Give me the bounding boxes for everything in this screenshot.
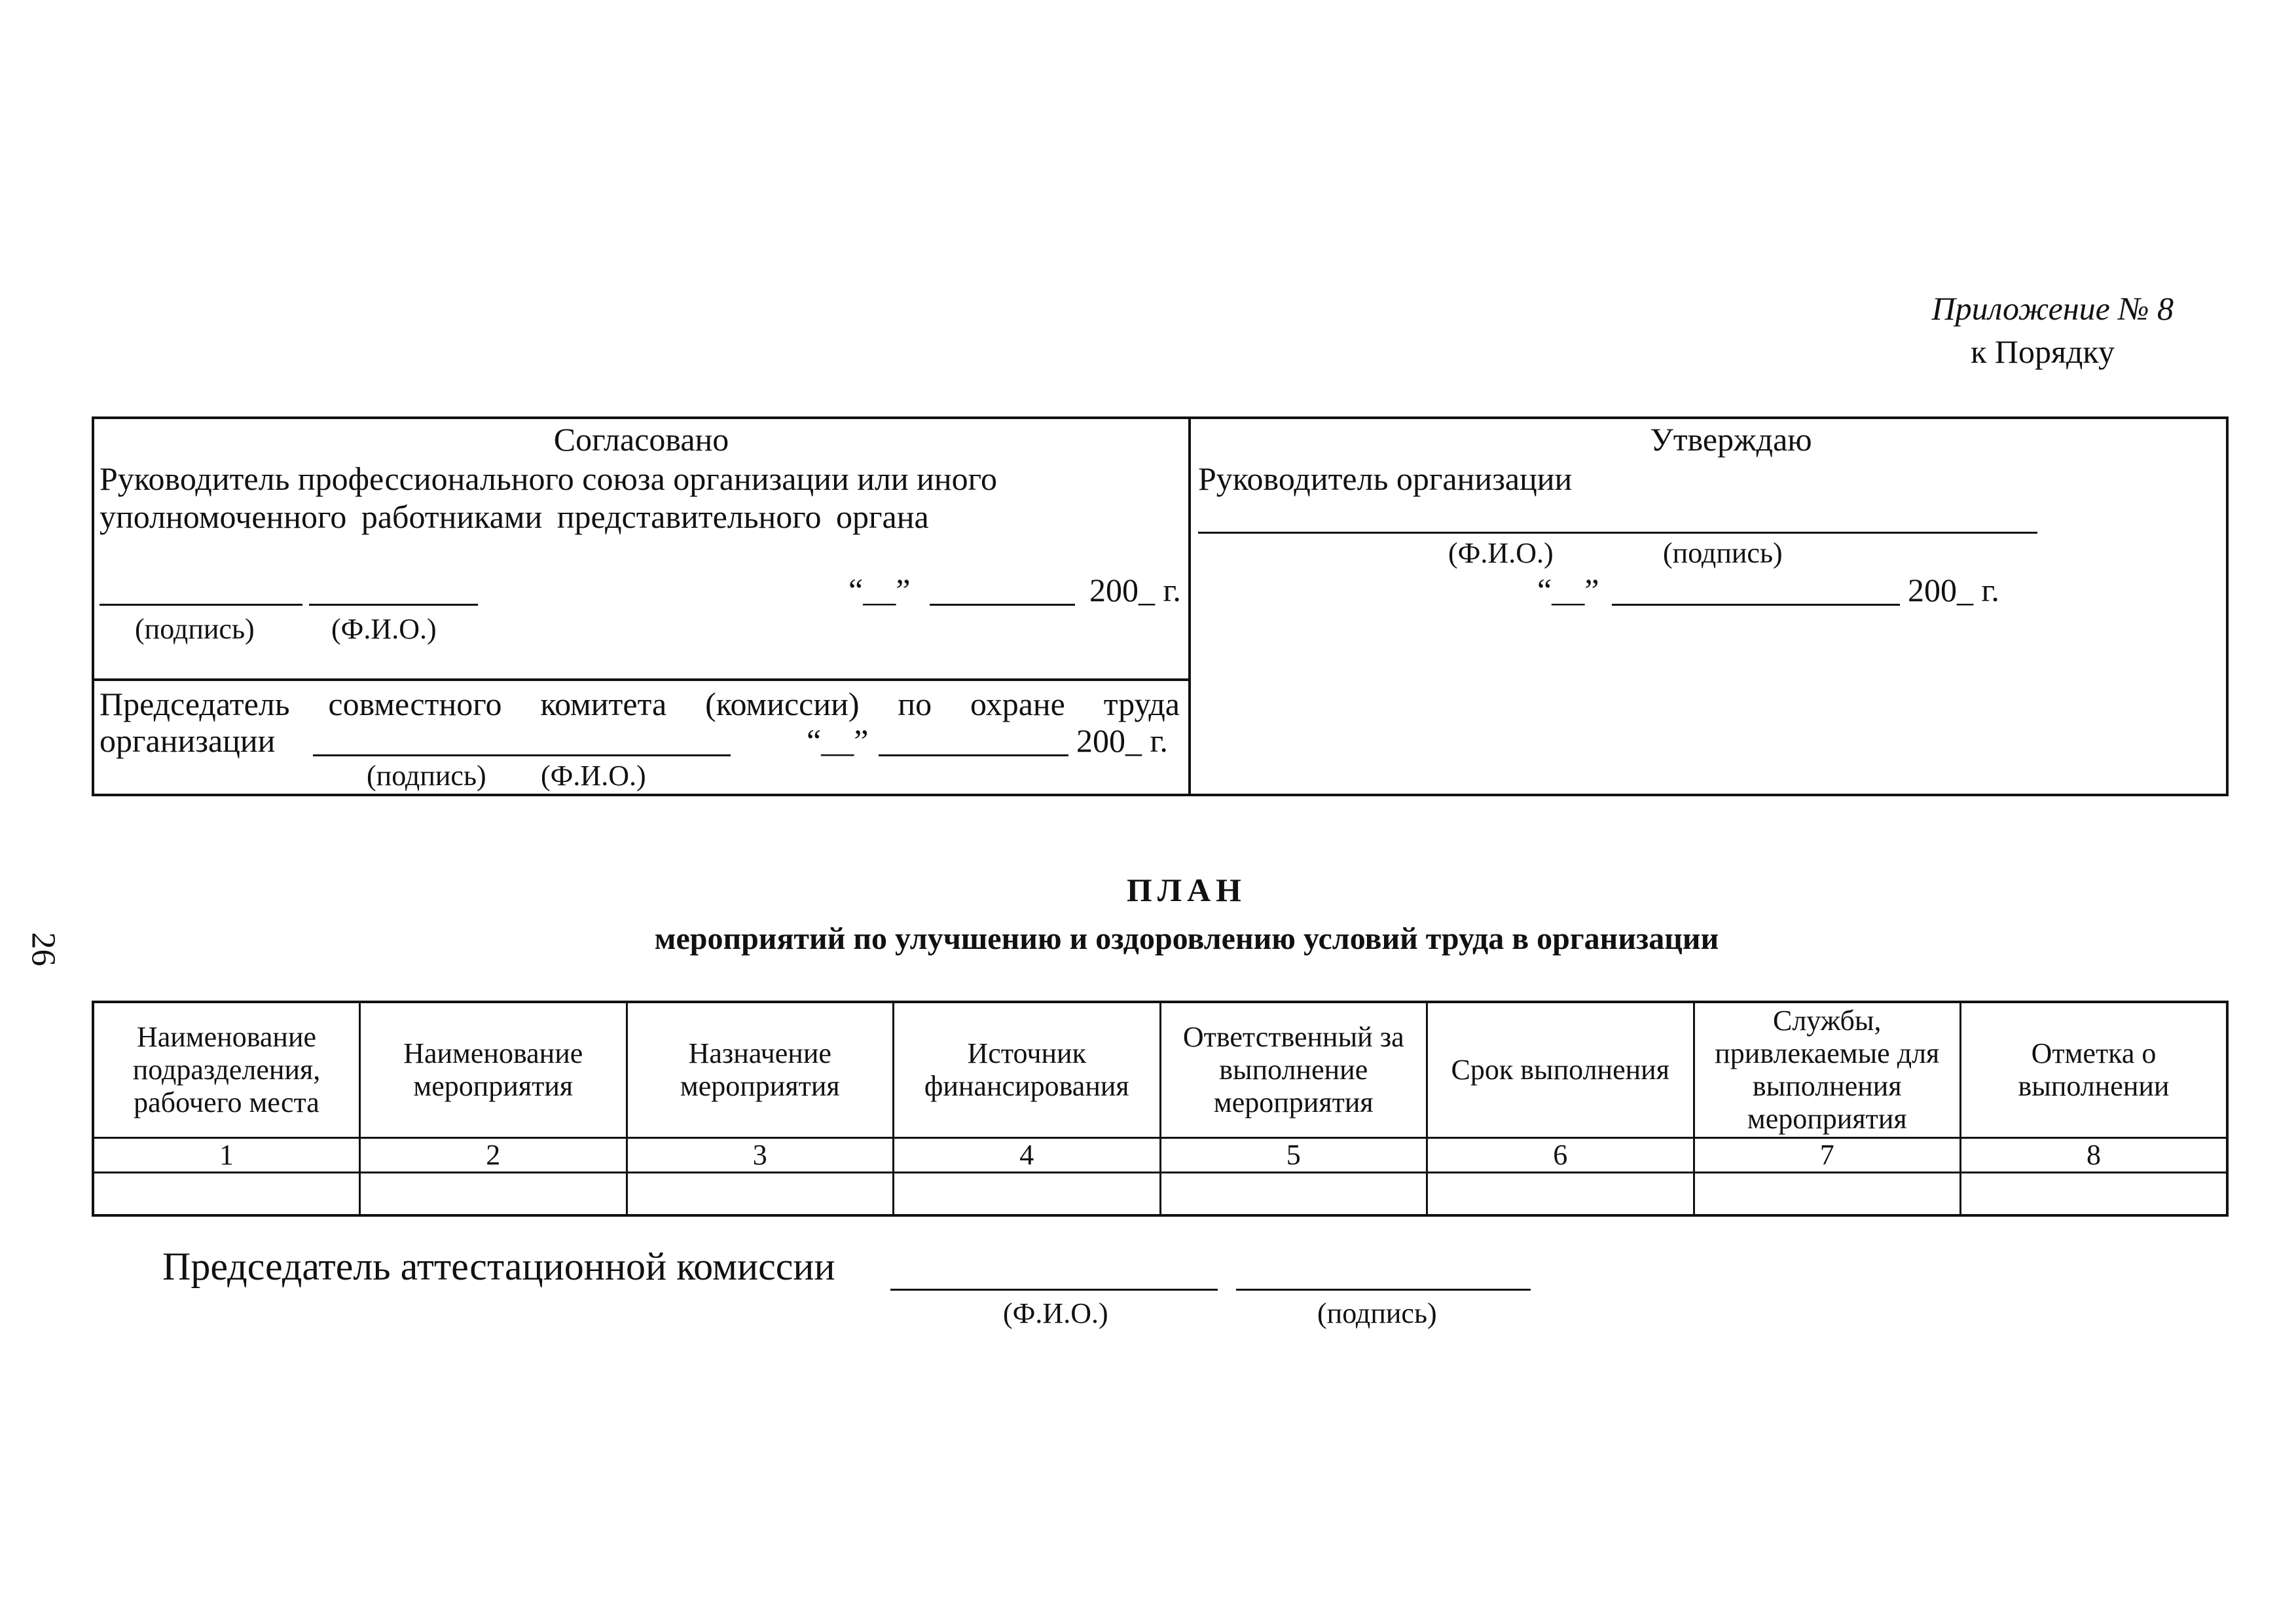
chairman-signature-caption: (подпись) — [1317, 1297, 1437, 1329]
column-header-funding-source: Источник финансирования — [894, 1002, 1161, 1138]
chairman-fio-caption: (Ф.И.О.) — [1003, 1297, 1108, 1329]
column-header-services: Службы, привлекаемые для выполнения мероприятия — [1694, 1002, 1961, 1138]
committee-date-quote: “__” — [807, 722, 869, 759]
agreed-signature-line[interactable] — [100, 604, 302, 606]
plan-table-number-row — [93, 1138, 2227, 1173]
chairman-fio-line[interactable] — [890, 1289, 1218, 1291]
agreed-fio-caption: (Ф.И.О.) — [331, 613, 437, 645]
committee-fio-caption: (Ф.И.О.) — [541, 760, 646, 792]
agreed-date-quote: “__” — [848, 572, 911, 608]
column-number: 3 — [627, 1138, 894, 1173]
column-number: 8 — [1961, 1138, 2228, 1173]
table-cell[interactable] — [894, 1173, 1161, 1216]
plan-subtitle: мероприятий по улучшению и оздоровлению условий труда в организации — [654, 921, 1719, 956]
agreed-signature-caption: (подпись) — [135, 613, 255, 645]
committee-line-1: Председатель совместного комитета (комиссии) по охране труда — [100, 686, 1180, 722]
plan-table — [92, 1001, 2229, 1217]
agreed-line-2: уполномоченного работниками представительного органа — [100, 498, 929, 535]
page-number: 26 — [24, 932, 62, 967]
plan-title: ПЛАН — [1126, 872, 1247, 908]
approve-date-line[interactable] — [1612, 604, 1900, 606]
column-number: 7 — [1694, 1138, 1961, 1173]
table-cell[interactable] — [627, 1173, 894, 1216]
column-header-measure-purpose: Назначение мероприятия — [627, 1002, 894, 1138]
appendix-subtitle: к Порядку — [1971, 333, 2115, 370]
agreed-date-year: 200_ г. — [1089, 572, 1181, 608]
approve-fio-caption: (Ф.И.О.) — [1448, 537, 1554, 569]
column-number: 4 — [894, 1138, 1161, 1173]
column-header-deadline: Срок выполнения — [1427, 1002, 1694, 1138]
table-cell[interactable] — [1427, 1173, 1694, 1216]
committee-date-year: 200_ г. — [1076, 722, 1168, 759]
column-header-unit: Наименование подразделения, рабочего места — [93, 1002, 360, 1138]
committee-date-line[interactable] — [879, 754, 1068, 756]
table-cell[interactable] — [93, 1173, 360, 1216]
approval-divider-horizontal — [92, 678, 1191, 681]
plan-table-header-row — [93, 1002, 2227, 1138]
approve-signature-caption: (подпись) — [1663, 537, 1783, 569]
committee-signature-caption: (подпись) — [367, 760, 486, 792]
approve-date-quote: “__” — [1537, 572, 1599, 608]
appendix-title: Приложение № 8 — [1931, 290, 2174, 327]
approve-signature-line[interactable] — [1198, 532, 2037, 534]
committee-line-2-prefix: организации — [100, 722, 276, 759]
column-header-responsible: Ответственный за выполнение мероприятия — [1160, 1002, 1427, 1138]
table-row — [93, 1173, 2227, 1216]
column-number: 1 — [93, 1138, 360, 1173]
table-cell[interactable] — [1694, 1173, 1961, 1216]
table-cell[interactable] — [1160, 1173, 1427, 1216]
committee-signature-line[interactable] — [313, 754, 731, 756]
column-header-completion-mark: Отметка о выполнении — [1961, 1002, 2228, 1138]
table-cell[interactable] — [360, 1173, 627, 1216]
approve-heading: Утверждаю — [1650, 421, 1812, 458]
approve-date-year: 200_ г. — [1908, 572, 1999, 608]
column-header-measure-name: Наименование мероприятия — [360, 1002, 627, 1138]
agreed-date-line[interactable] — [930, 604, 1075, 606]
agreed-fio-line[interactable] — [309, 604, 478, 606]
chairman-label: Председатель аттестационной комиссии — [162, 1245, 835, 1288]
agreed-line-1: Руководитель профессионального союза организации или иного — [100, 460, 997, 497]
column-number: 6 — [1427, 1138, 1694, 1173]
approval-divider-vertical — [1188, 416, 1191, 796]
column-number: 5 — [1160, 1138, 1427, 1173]
table-cell[interactable] — [1961, 1173, 2228, 1216]
approve-line-1: Руководитель организации — [1198, 460, 1573, 497]
column-number: 2 — [360, 1138, 627, 1173]
agreed-heading: Согласовано — [553, 421, 729, 458]
chairman-signature-line[interactable] — [1236, 1289, 1531, 1291]
